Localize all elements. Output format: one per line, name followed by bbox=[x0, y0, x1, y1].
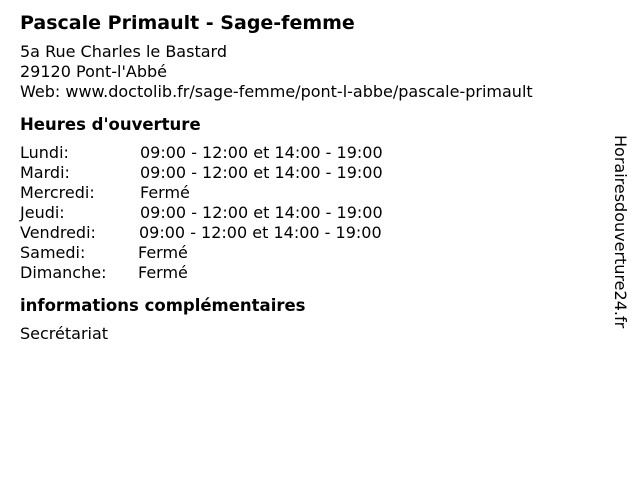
hours-value: 09:00 - 12:00 et 14:00 - 19:00 bbox=[140, 163, 383, 182]
business-card bbox=[20, 10, 600, 344]
hours-row-sunday bbox=[20, 263, 600, 283]
website-line: Web: www.doctolib.fr/sage-femme/pont-l-abbe/pascale-primault bbox=[20, 82, 533, 101]
hours-row-monday bbox=[20, 143, 600, 163]
address-city: 29120 Pont-l'Abbé bbox=[20, 62, 167, 81]
opening-hours-list bbox=[20, 143, 600, 283]
additional-info-text: Secrétariat bbox=[20, 324, 109, 343]
site-watermark: Horairesdouverture24.fr bbox=[611, 135, 630, 329]
hours-row-friday bbox=[20, 223, 600, 243]
day-label: Jeudi: bbox=[20, 203, 65, 222]
opening-hours-heading: Heures d'ouverture bbox=[20, 115, 201, 134]
hours-value: 09:00 - 12:00 et 14:00 - 19:00 bbox=[140, 143, 383, 162]
day-label: Samedi: bbox=[20, 243, 86, 262]
address-street: 5a Rue Charles le Bastard bbox=[20, 42, 227, 61]
hours-value: Fermé bbox=[140, 183, 190, 202]
day-label: Lundi: bbox=[20, 143, 69, 162]
hours-row-thursday bbox=[20, 203, 600, 223]
day-label: Mardi: bbox=[20, 163, 70, 182]
hours-value: 09:00 - 12:00 et 14:00 - 19:00 bbox=[139, 223, 382, 242]
day-label: Dimanche: bbox=[20, 263, 107, 282]
hours-row-wednesday bbox=[20, 183, 600, 203]
hours-value: Fermé bbox=[138, 263, 188, 282]
hours-row-saturday bbox=[20, 243, 600, 263]
business-title: Pascale Primault - Sage-femme bbox=[20, 12, 355, 34]
hours-row-tuesday bbox=[20, 163, 600, 183]
hours-value: 09:00 - 12:00 et 14:00 - 19:00 bbox=[140, 203, 383, 222]
day-label: Vendredi: bbox=[20, 223, 96, 242]
day-label: Mercredi: bbox=[20, 183, 95, 202]
additional-info-heading: informations complémentaires bbox=[20, 296, 306, 315]
hours-value: Fermé bbox=[138, 243, 188, 262]
